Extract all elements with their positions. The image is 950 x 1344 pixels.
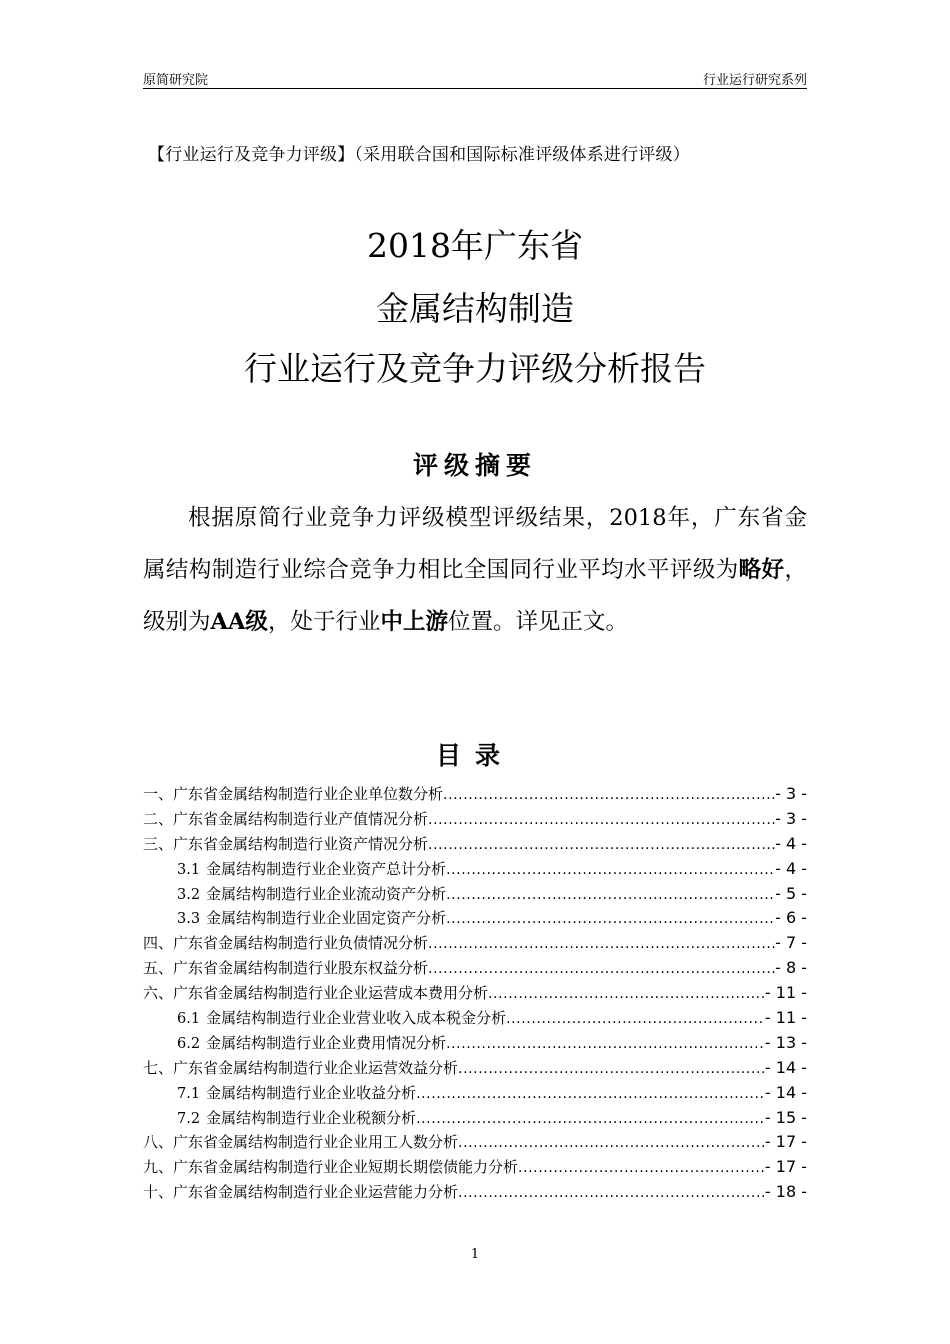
toc-entry-label (143, 1180, 458, 1205)
toc-entry-title: 金属结构制造行业企业固定资产分析 (206, 909, 447, 928)
report-title-line-2: 金属结构制造 (376, 289, 574, 328)
summary-rating-position: 中上游 (380, 609, 448, 635)
toc-entry-number: 6.1 (177, 1011, 201, 1028)
toc-entry-label (177, 906, 446, 932)
toc-entry-label (143, 981, 488, 1006)
toc-entry-page: - 17 - (764, 1157, 807, 1177)
toc-entry-page: - 15 - (764, 1107, 807, 1127)
summary-text: ，级别为 (143, 557, 807, 635)
toc-entry-number: 3.1 (177, 861, 201, 878)
toc-entry-page: - 3 - (775, 784, 807, 803)
toc-entry-title: 六、广东省金属结构制造行业企业运营成本费用分析 (143, 984, 489, 1003)
toc-entry-title: 金属结构制造行业企业收益分析 (206, 1083, 417, 1102)
toc-entry-label (143, 1130, 458, 1155)
summary-rating-grade: AA级 (210, 609, 268, 635)
toc-leader-dots (446, 1032, 765, 1057)
toc-entry-title: 五、广东省金属结构制造行业股东权益分析 (143, 959, 429, 978)
toc-entry-page: - 8 - (775, 958, 807, 978)
toc-entry-number: 7.1 (177, 1085, 201, 1102)
toc-leader-dots (458, 1057, 765, 1082)
toc-entry-title: 四、广东省金属结构制造行业负债情况分析 (143, 934, 429, 953)
toc-entry-page: - 14 - (764, 1057, 807, 1077)
toc-entry-page: - 5 - (775, 883, 807, 903)
toc-entry[interactable] (143, 931, 807, 956)
toc-entry-label (177, 1031, 446, 1057)
toc-leader-dots (416, 1082, 765, 1107)
toc-entry-page: - 6 - (775, 908, 807, 928)
toc-entry-page: - 17 - (764, 1132, 807, 1152)
toc-entry-label (143, 1155, 518, 1180)
toc-leader-dots (446, 883, 775, 908)
toc-entry-label (177, 1081, 416, 1107)
toc-entry-page: - 13 - (764, 1032, 807, 1052)
toc-leader-dots (428, 833, 775, 858)
summary-text: ，处于行业 (267, 609, 381, 635)
toc-entry[interactable] (143, 807, 807, 832)
toc-leader-dots (458, 1131, 765, 1156)
toc-entry-page: - 7 - (775, 933, 807, 953)
toc-entry-title: 八、广东省金属结构制造行业企业用工人数分析 (143, 1133, 459, 1152)
toc-entry-number: 3.3 (177, 911, 201, 928)
toc-leader-dots (446, 858, 775, 883)
rating-note: 【行业运行及竞争力评级】（采用联合国和国际标准评级体系进行评级） (148, 145, 690, 165)
toc-entry-title: 金属结构制造行业企业税额分析 (206, 1108, 417, 1127)
toc-entry-label (143, 807, 428, 832)
toc-entry-label (143, 782, 443, 807)
toc-entry-page: - 11 - (764, 983, 807, 1003)
toc-entry-page: - 4 - (775, 833, 807, 853)
toc-entry[interactable] (143, 782, 807, 807)
toc-entry-title: 金属结构制造行业企业资产总计分析 (206, 859, 447, 878)
toc-entry-label (177, 857, 446, 883)
toc-entry-page: - 4 - (775, 858, 807, 878)
toc-leader-dots (443, 783, 775, 808)
toc-entry-number: 3.2 (177, 886, 201, 903)
toc-entry[interactable] (143, 832, 807, 857)
toc-entry-page: - 3 - (775, 808, 807, 828)
toc-entry-label (143, 1056, 458, 1081)
toc-entry-number: 7.2 (177, 1110, 201, 1127)
toc-leader-dots (518, 1156, 765, 1181)
toc-entry-title: 二、广东省金属结构制造行业产值情况分析 (143, 809, 429, 828)
toc-leader-dots (428, 957, 775, 982)
toc-entry-label (143, 931, 428, 956)
summary-paragraph (143, 492, 807, 648)
toc-entry[interactable] (143, 857, 807, 882)
toc-entry[interactable] (143, 1056, 807, 1081)
summary-text: 根据原简行业竞争力评级模型评级结果，2018年，广东省金属结构制造行业综合竞争力相比全国同行业平均水平评级为 (143, 505, 807, 583)
toc-entry-page: - 18 - (764, 1182, 807, 1202)
toc-entry[interactable] (143, 1130, 807, 1155)
toc-entry-title: 三、广东省金属结构制造行业资产情况分析 (143, 834, 429, 853)
toc-entry-label (143, 956, 428, 981)
report-title-line-3: 行业运行及竞争力评级分析报告 (244, 349, 706, 388)
toc-leader-dots (488, 982, 765, 1007)
toc-entry-label (177, 1106, 416, 1132)
page-header (143, 68, 807, 89)
toc-entry[interactable] (143, 956, 807, 981)
toc-leader-dots (458, 1181, 765, 1206)
toc-entry-number: 6.2 (177, 1035, 201, 1052)
toc-entry-title: 九、广东省金属结构制造行业企业短期长期偿债能力分析 (143, 1158, 519, 1177)
toc-entry[interactable] (143, 1006, 807, 1031)
toc-leader-dots (428, 932, 775, 957)
toc-leader-dots (446, 907, 775, 932)
toc-heading: 目录 (435, 741, 514, 770)
toc-entry-title: 金属结构制造行业企业流动资产分析 (206, 884, 447, 903)
toc-leader-dots (506, 1007, 765, 1032)
summary-text: 位置。详见正文。 (447, 609, 628, 635)
toc-entry[interactable] (143, 1106, 807, 1131)
toc-entry[interactable] (143, 1180, 807, 1205)
toc-entry-page: - 11 - (764, 1008, 807, 1028)
toc-leader-dots (416, 1107, 765, 1132)
toc-entry[interactable] (143, 1031, 807, 1056)
toc-entry[interactable] (143, 882, 807, 907)
toc-entry-label (177, 882, 446, 908)
table-of-contents (143, 782, 807, 1205)
toc-entry-title: 金属结构制造行业企业费用情况分析 (206, 1033, 447, 1052)
header-series-name: 行业运行研究系列 (702, 73, 807, 88)
toc-entry[interactable] (143, 981, 807, 1006)
toc-entry-title: 七、广东省金属结构制造行业企业运营效益分析 (143, 1058, 459, 1077)
summary-heading: 评级摘要 (412, 451, 537, 480)
toc-entry-label (143, 832, 428, 857)
toc-entry[interactable] (143, 906, 807, 931)
toc-entry-label (177, 1006, 506, 1032)
summary-rating-level: 略好 (738, 557, 785, 583)
report-title-line-1: 2018年广东省 (367, 226, 583, 265)
toc-entry-title: 金属结构制造行业企业营业收入成本税金分析 (206, 1009, 507, 1028)
toc-entry-title: 一、广东省金属结构制造行业企业单位数分析 (143, 785, 444, 803)
toc-entry[interactable] (143, 1155, 807, 1180)
toc-entry[interactable] (143, 1081, 807, 1106)
toc-entry-page: - 14 - (764, 1082, 807, 1102)
page-number: 1 (470, 1247, 480, 1262)
toc-leader-dots (428, 808, 775, 833)
toc-entry-title: 十、广东省金属结构制造行业企业运营能力分析 (143, 1183, 459, 1202)
header-org-name: 原简研究院 (143, 73, 209, 88)
